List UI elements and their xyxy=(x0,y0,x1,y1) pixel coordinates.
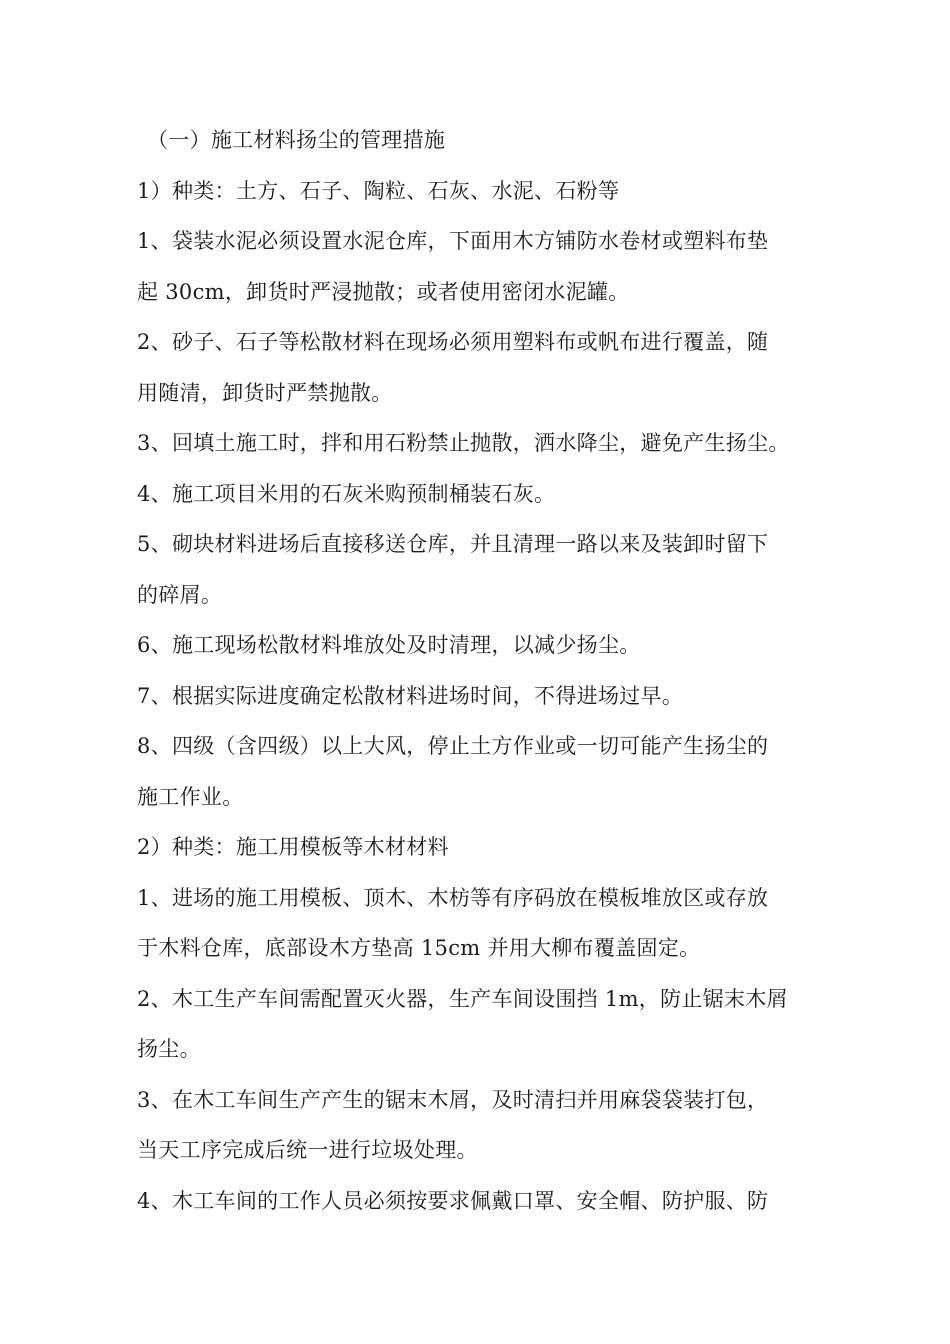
paragraph-line: 当天工序完成后统一进行垃圾处理。 xyxy=(137,1138,478,1162)
section-heading: （一）施工材料扬尘的管理措施 xyxy=(147,128,446,152)
category-heading: 1）种类：土方、石子、陶粒、石灰、水泥、石粉等 xyxy=(137,178,620,203)
paragraph-line: 扬尘。 xyxy=(137,1037,201,1061)
document-body xyxy=(137,115,827,1226)
paragraph-line: 2、砂子、石子等松散材料在现场必须用塑料布或帆布进行覆盖，随 xyxy=(137,330,769,354)
paragraph-line: 3、在木工车间生产产生的锯末木屑，及时清扫并用麻袋袋装打包， xyxy=(137,1087,769,1112)
paragraph-line: 起 30cm，卸货时严浸抛散；或者使用密闭水泥罐。 xyxy=(137,279,630,304)
paragraph-line: 5、砌块材料进场后直接移送仓库，并且清理一路以来及装卸时留下 xyxy=(137,532,769,556)
paragraph-line: 2、木工生产车间需配置灭火器，生产车间设围挡 1m，防止锯末木屑 xyxy=(137,986,788,1011)
paragraph-line: 6、施工现场松散材料堆放处及时清理，以减少扬尘。 xyxy=(137,633,641,657)
paragraph-line: 3、回填土施工时，拌和用石粉禁止抛散，洒水降尘，避免产生扬尘。 xyxy=(137,431,790,455)
paragraph-line: 施工作业。 xyxy=(137,784,244,809)
category-heading: 2）种类：施工用模板等木材材料 xyxy=(137,835,449,859)
paragraph-line: 于木料仓库，底部设木方垫高 15cm 并用大柳布覆盖固定。 xyxy=(137,936,701,960)
paragraph-line: 8、四级（含四级）以上大风，停止土方作业或一切可能产生扬尘的 xyxy=(137,734,769,758)
paragraph-line: 4、施工项目米用的石灰米购预制桶装石灰。 xyxy=(137,481,556,506)
paragraph-line: 7、根据实际进度确定松散材料进场时间，不得进场过早。 xyxy=(137,683,684,708)
paragraph-line: 4、木工车间的工作人员必须按要求佩戴口罩、安全帽、防护服、防 xyxy=(137,1188,769,1213)
paragraph-line: 1、袋装水泥必须设置水泥仓库，下面用木方铺防水卷材或塑料布垫 xyxy=(137,229,769,253)
paragraph-line: 1、进场的施工用模板、顶木、木枋等有序码放在模板堆放区或存放 xyxy=(137,885,769,910)
paragraph-line: 用随清，卸货时严禁抛散。 xyxy=(137,380,393,405)
paragraph-line: 的碎屑。 xyxy=(137,582,223,607)
